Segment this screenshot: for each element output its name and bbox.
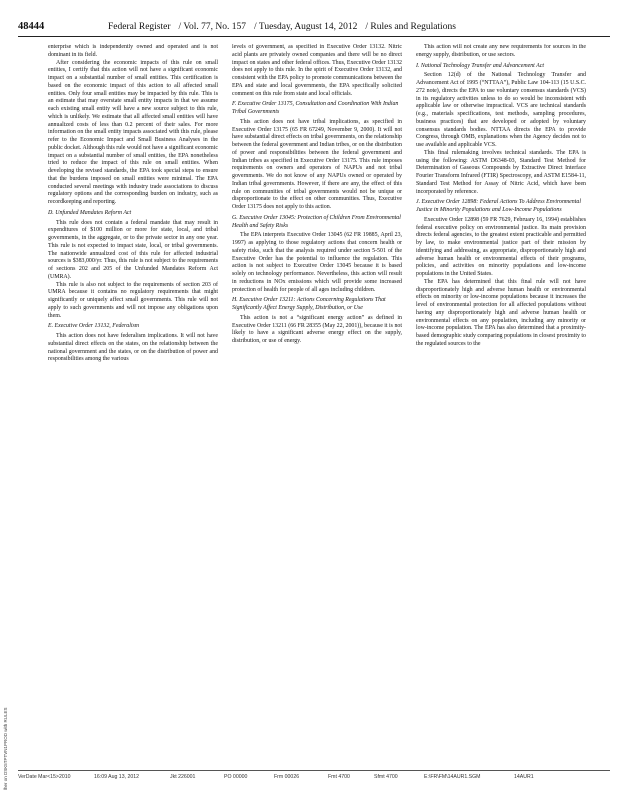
- paragraph: The EPA has determined that this final rule will not have disproportionately high and adverse human health or environmental effects on minority or low-income populations because it increases the level of environmental protection for all affected populations without having any disproportionately high and adverse human health or environmental effects on any population, including any minority or low-income population. The EPA has also determined that a proximity-based demographic study comparing populations in closest proximity to the regulated sources to the: [416, 278, 586, 347]
- page-footer: [18, 770, 610, 783]
- document-body: [48, 44, 602, 756]
- footer-code: 14AUR1: [514, 774, 534, 780]
- section-heading: G. Executive Order 13045: Protection of Children From Environmental Health and Safety Risks: [232, 214, 401, 229]
- paragraph: This action is not a “significant energy action” as defined in Executive Order 13211 (66 FR 28355 (May 22, 2001)), because it is not likely to have a significant adverse energy effect on the supply, distribution, or use of energy.: [232, 314, 402, 344]
- paragraph: Executive Order 12898 (59 FR 7629, February 16, 1994) establishes federal executive policy on environmental justice. Its main provision directs federal agencies, to the greatest extent practicable and permitted by law, to make environmental justice part of their mission by identifying and addressing, as appropriate, disproportionately high and adverse human health or environmental effects of their programs, policies, and activities on minority populations and low-income populations in the United States.: [416, 216, 586, 277]
- footer-jkt: Jkt 226001: [170, 774, 196, 780]
- section-heading: E. Executive Order 13132, Federalism: [48, 323, 140, 330]
- footer-file: E:\FR\FM\14AUR1.SGM: [424, 774, 481, 780]
- paragraph: levels of government, as specified in Executive Order 13132. Nitric acid plants are privately owned companies and there will be no direct impact on states and other federal offices. Thus, Executive Order 13132 does not apply to this rule. In the spirit of Executive Order 13132, and consistent with the EPA policy to promote communications between the EPA and state and local governments, the EPA specifically solicited comment on this rule from state and local officials.: [232, 44, 402, 97]
- section-heading: J. Executive Order 12898: Federal Actions To Address Environmental Justice in Minority Populations and Low-Income Populations: [416, 199, 581, 213]
- paragraph: The EPA interprets Executive Order 13045 (62 FR 19885, April 23, 1997) as applying to those regulatory actions that concern health or safety risks, such that the analysis required under section 5-501 of the Executive Order has the potential to influence the regulation. This action is not subject to Executive Order 13045 because it is based solely on technology performance. Nevertheless, this action will result in reductions in NOx emissions which will provide some increased protection of health for people of all ages including children.: [232, 232, 402, 293]
- paragraph: Section 12(d) of the National Technology Transfer and Advancement Act of 1995 (“NTTAA”), Public Law 104-113 (15 U.S.C. 272 note), directs the EPA to use voluntary consensus standards (VCS) in its regulatory activities unless to do so would be inconsistent with applicable law or otherwise impractical. VCS are technical standards (e.g., materials specifications, test methods, sampling procedures, business practices) that are developed or adopted by voluntary consensus standards bodies. NTTAA directs the EPA to provide Congress, through OMB, explanations when the Agency decides not to use available and applicable VCS.: [416, 72, 586, 148]
- column-3: [416, 44, 586, 756]
- paragraph: This action will not create any new requirements for sources in the energy supply, distribution, or use sectors.: [416, 44, 586, 58]
- running-head: [108, 22, 456, 32]
- section-heading: D. Unfunded Mandates Reform Act: [48, 209, 132, 216]
- paragraph: This action does not have tribal implications, as specified in Executive Order 13175 (65 FR 67249, November 9, 2000). It will not have substantial direct effects on tribal governments, on the relationship between the federal government and Indian tribes, or on the distribution of power and responsibilities between the federal government and Indian tribes as specified in Executive Order 13175. This rule imposes requirements on owners and operators of NAPUs and not tribal governments. We do not know of any NAPUs owned or operated by Indian tribal governments. However, if there are any, the effect of this rule on communities of tribal governments would not be unique or disproportionate to the effect on other communities. Thus, Executive Order 13175 does not apply to this action.: [232, 118, 402, 210]
- section-name: / Rules and Regulations: [365, 22, 456, 32]
- footer-po: PO 00000: [224, 774, 248, 780]
- paragraph: After considering the economic impacts of this rule on small entities, I certify that this action will not have a significant economic impact on a substantial number of small entities. This certification is based on the economic impact of this action to all affected small entities. Only four small entities may be impacted by this rule. This is an estimate that may overstate small entity impacts in that we assume each existing small entity will have a new source subject to this rule, which is unlikely. We estimate that all affected small entities will have annualized costs of less than 0.2 percent of their sales. For more information on the small entity impacts associated with this rule, please refer to the Economic Impact and Small Business Analyses in the public docket. Although this rule would not have a significant economic impact on a substantial number of small entities, the EPA nonetheless tried to reduce the impact of this rule on small entities. When developing the revised standards, the EPA took special steps to ensure that the burdens imposed on small entities were minimal. The EPA conducted several meetings with industry trade associations to discuss regulatory options and the corresponding burden on industry, such as recordkeeping and reporting.: [48, 59, 218, 205]
- footer-fmt: Fmt 4700: [328, 774, 350, 780]
- page-number: 48444: [18, 21, 45, 32]
- issue-date: / Tuesday, August 14, 2012: [254, 22, 358, 32]
- volume-info: / Vol. 77, No. 157: [178, 22, 247, 32]
- paragraph: This final rulemaking involves technical standards. The EPA is using the following: ASTM D6348-03, Standard Test Method for Determination of Gaseous Compounds by Extractive Direct Interface Fourier Transform Infrared (FTIR) Spectroscopy, and ASTM E1584-11, Standard Test Method for Assay of Nitric Acid, which have been incorporated by reference.: [416, 149, 586, 195]
- publication-name: Federal Register: [108, 22, 171, 32]
- paragraph: This rule is also not subject to the requirements of section 203 of UMRA because it contains no regulatory requirements that might significantly or uniquely affect small governments. This rule will not apply to such governments and will not impose any obligations upon them.: [48, 281, 218, 319]
- section-heading: H. Executive Order 13211: Actions Concerning Regulations That Significantly Affect Energy Supply, Distribution, or Use: [232, 297, 386, 311]
- margin-note: lher on DSK5TPTVN1PROD with RULES: [3, 707, 8, 790]
- page-header: [18, 18, 610, 37]
- footer-verdate: VerDate Mar<15>2010: [18, 774, 71, 780]
- footer-sfmt: Sfmt 4700: [374, 774, 398, 780]
- footer-time: 16:09 Aug 13, 2012: [94, 774, 139, 780]
- paragraph: enterprise which is independently owned and operated and is not dominant in its field.: [48, 44, 218, 58]
- section-heading: I. National Technology Transfer and Advancement Act: [416, 62, 545, 69]
- paragraph: This rule does not contain a federal mandate that may result in expenditures of $100 million or more for state, local, and tribal governments, in the aggregate, or to the private sector in any one year. This rule is not expected to impact state, local, or tribal governments. The nationwide annualized cost of this rule for affected industrial sources is $383,000/yr. Thus, this rule is not subject to the requirements of sections 202 and 205 of the Unfunded Mandates Reform Act (UMRA).: [48, 219, 218, 280]
- column-2: [232, 44, 402, 756]
- paragraph: This action does not have federalism implications. It will not have substantial direct effects on the states, on the relationship between the national government and the states, or on the distribution of power and responsibilities among the various: [48, 333, 218, 363]
- footer-frm: Frm 00026: [274, 774, 300, 780]
- section-heading: F. Executive Order 13175, Consultation and Coordination With Indian Tribal Governments: [232, 101, 399, 115]
- column-1: [48, 44, 218, 756]
